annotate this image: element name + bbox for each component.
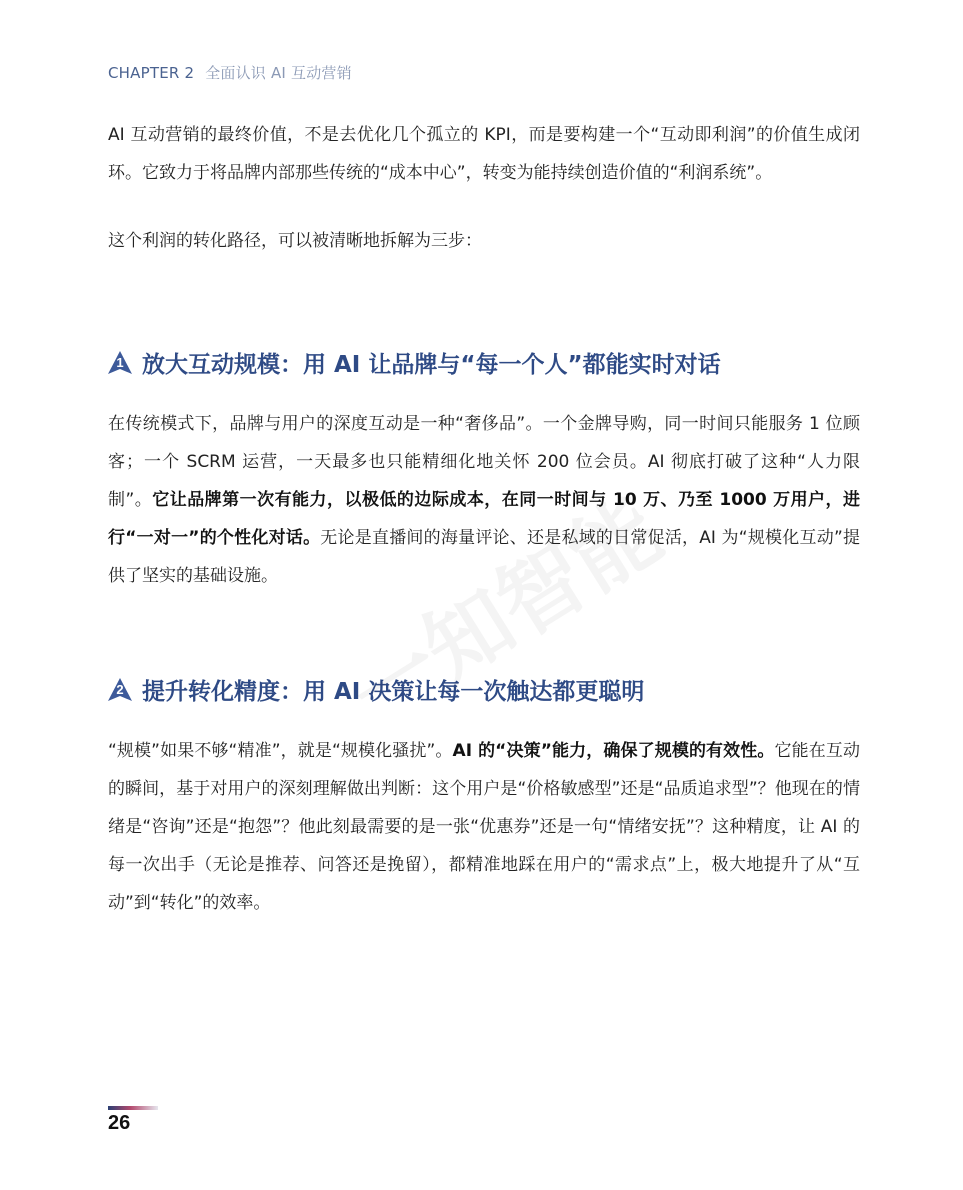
section-1-paragraph: [108, 405, 860, 595]
number-badge-icon: [106, 676, 134, 704]
number-badge-icon: [106, 349, 134, 377]
section-2-text-plain: “规模”如果不够“精准”，就是“规模化骚扰”。: [108, 741, 453, 761]
section-heading-2: [106, 673, 644, 706]
page-number: 26: [108, 1112, 131, 1134]
intro-paragraph-2: 这个利润的转化路径，可以被清晰地拆解为三步：: [108, 231, 482, 251]
section-heading-text: 提升转化精度：用 AI 决策让每一次触达都更聪明: [142, 679, 645, 705]
page-number-accent-bar: [108, 1106, 158, 1110]
section-heading-text: 放大互动规模：用 AI 让品牌与“每一个人”都能实时对话: [142, 352, 721, 378]
section-number: 2: [116, 681, 124, 697]
section-1-text-tail: 无论是直播间的海量评论、还是私域的日常促活，AI 为“规模化互动”提供了坚实的基础设施。: [108, 528, 860, 586]
section-2-paragraph: [108, 732, 860, 922]
section-1-text-plain: 在传统模式下，品牌与用户的深度互动是一种“奢侈品”。一个金牌导购，同一时间只能服务 1 位顾客；一个 SCRM 运营，一天最多也只能精细化地关怀 200 位会员。AI 彻底打破了这种“人力限制”。: [108, 414, 860, 510]
section-heading-1: [106, 346, 721, 379]
section-2-text-bold: AI 的“决策”能力，确保了规模的有效性。: [452, 741, 775, 761]
section-number: 1: [116, 354, 124, 370]
section-1-text-bold: 它让品牌第一次有能力，以极低的边际成本，在同一时间与 10 万、乃至 1000 万用户，进行“一对一”的个性化对话。: [108, 490, 860, 548]
intro-paragraph-1: AI 互动营销的最终价值，不是去优化几个孤立的 KPI，而是要构建一个“互动即利润”的价值生成闭环。它致力于将品牌内部那些传统的“成本中心”，转变为能持续创造价值的“利润系统”。: [108, 125, 860, 183]
section-2-text-tail: 它能在互动的瞬间，基于对用户的深刻理解做出判断：这个用户是“价格敏感型”还是“品质追求型”？他现在的情绪是“咨询”还是“抱怨”？他此刻最需要的是一张“优惠券”还是一句“情绪安抚”？这种精度，让 AI 的每一次出手（无论是推荐、问答还是挽留），都精准地踩在用户的“需求点”上，极大地提升了从“互动”到“转化”的效率。: [108, 741, 861, 913]
chapter-title: 全面认识 AI 互动营销: [205, 64, 352, 82]
chapter-label: CHAPTER 2: [108, 64, 195, 82]
running-header: [108, 62, 352, 83]
